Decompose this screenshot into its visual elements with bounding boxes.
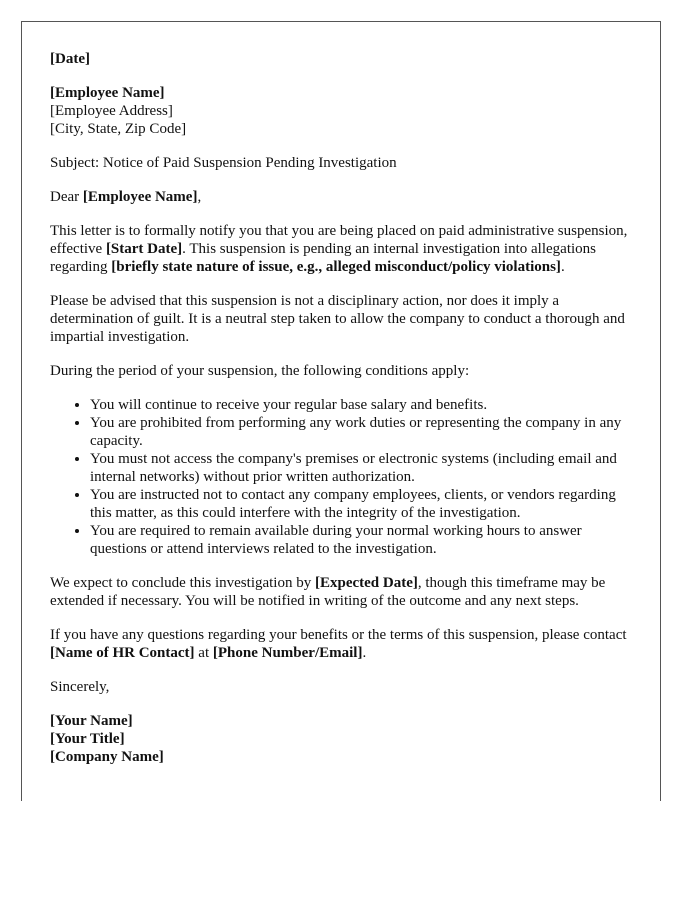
issue-placeholder: [briefly state nature of issue, e.g., alleged misconduct/policy violations] [111, 259, 561, 275]
letter-date [50, 50, 632, 68]
paragraph-conditions-intro: During the period of your suspension, the following conditions apply: [50, 363, 470, 379]
signature-block [50, 712, 632, 766]
condition-item: • You will continue to receive your regular base salary and benefits. [90, 396, 632, 414]
recipient-city-state-zip: [City, State, Zip Code] [50, 121, 187, 137]
para1-text-1: This letter is to formally notify you that you are being placed on paid administrative suspension, effective [50, 223, 628, 257]
paragraph-contact [50, 626, 632, 662]
paragraph-notification [50, 222, 632, 276]
paragraph-expected-conclusion [50, 574, 632, 610]
expected-date-placeholder: [Expected Date] [314, 575, 418, 591]
para1-text-2: . This suspension is pending an internal investigation into allegations regarding [50, 241, 596, 275]
signature-title: [Your Title] [50, 731, 125, 747]
para4-text-2: , though this timeframe may be extended if necessary. You will be notified in writing of the outcome and any next steps. [50, 575, 606, 609]
salutation-prefix: Dear [50, 189, 83, 205]
condition-item: • You are prohibited from performing any work duties or representing the company in any capacity. [90, 414, 632, 450]
paragraph-not-disciplinary: Please be advised that this suspension is not a disciplinary action, nor does it imply a determination of guilt. It is a neutral step taken to allow the company to conduct a thorough and impartial investigation. [50, 293, 625, 345]
recipient-address: [Employee Address] [50, 103, 173, 119]
start-date-placeholder: [Start Date] [105, 241, 183, 257]
letter-page [21, 21, 661, 801]
hr-contact-placeholder: [Name of HR Contact] [50, 645, 195, 661]
subject-line: Subject: Notice of Paid Suspension Pending Investigation [50, 155, 397, 171]
salutation-suffix: , [197, 189, 202, 205]
condition-item: • You are required to remain available during your normal working hours to answer questions or attend interviews related to the investigation. [90, 522, 632, 558]
phone-email-placeholder: [Phone Number/Email] [212, 645, 363, 661]
recipient-block [50, 84, 632, 138]
recipient-name: [Employee Name] [50, 85, 165, 101]
conditions-list [50, 396, 632, 558]
para4-text-1: We expect to conclude this investigation by [50, 575, 315, 591]
closing: Sincerely, [50, 679, 110, 695]
signature-company: [Company Name] [50, 749, 164, 765]
condition-item: • You are instructed not to contact any company employees, clients, or vendors regarding this matter, as this could interfere with the integrity of the investigation. [90, 486, 632, 522]
salutation [50, 188, 632, 206]
para5-text-3: . [362, 645, 367, 661]
date-placeholder: [Date] [50, 51, 90, 67]
signature-name: [Your Name] [50, 713, 133, 729]
para5-text-1: If you have any questions regarding your benefits or the terms of this suspension, please contact [50, 627, 627, 643]
condition-item: • You must not access the company's premises or electronic systems (including email and internal networks) without prior written authorization. [90, 450, 632, 486]
para1-text-3: . [560, 259, 565, 275]
para5-text-2: at [194, 645, 213, 661]
salutation-name: [Employee Name] [82, 189, 198, 205]
